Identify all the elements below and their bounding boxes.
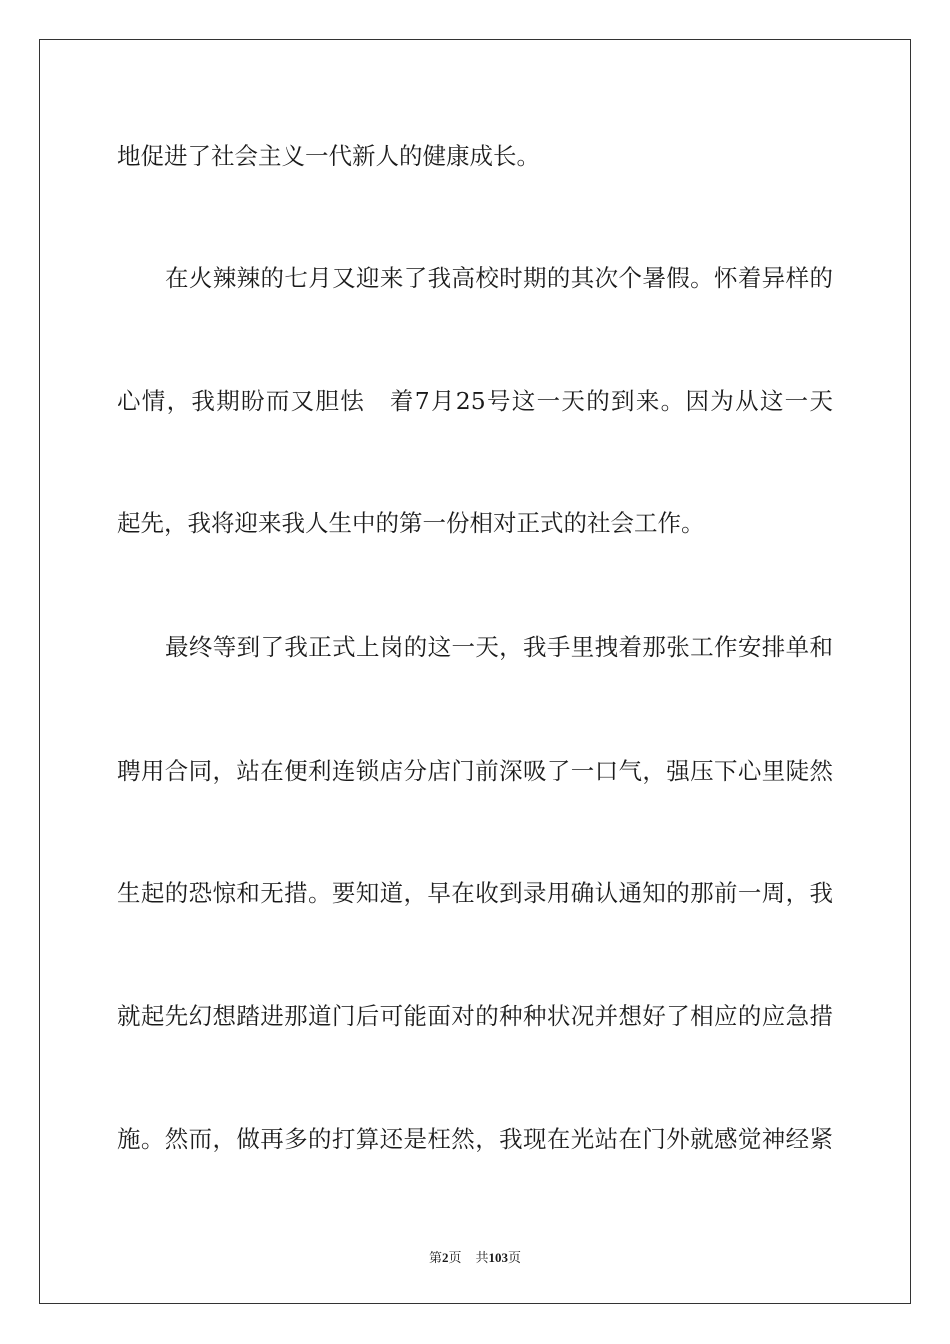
body-line-5: 最终等到了我正式上岗的这一天，我手里拽着那张工作安排单和	[165, 633, 833, 661]
page-footer	[0, 1249, 950, 1268]
total-prefix: 共	[475, 1251, 489, 1266]
body-line-8: 就起先幻想踏进那道门后可能面对的种种状况并想好了相应的应急措	[117, 1002, 833, 1030]
body-line-6: 聘用合同，站在便利连锁店分店门前深吸了一口气，强压下心里陡然	[117, 757, 833, 785]
total-pages: 103	[488, 1250, 509, 1265]
body-line-2: 在火辣辣的七月又迎来了我高校时期的其次个暑假。怀着异样的	[165, 264, 833, 292]
body-line-1: 地促进了社会主义一代新人的健康成长。	[117, 142, 540, 170]
body-line-4: 起先，我将迎来我人生中的第一份相对正式的社会工作。	[117, 509, 705, 537]
page-prefix: 第	[428, 1251, 442, 1266]
body-line-7: 生起的恐惊和无措。要知道，早在收到录用确认通知的那前一周，我	[117, 879, 833, 907]
page-number: 2	[441, 1250, 449, 1265]
page-border	[39, 39, 911, 1304]
page-suffix: 页	[448, 1251, 462, 1266]
body-line-3: 心情，我期盼而又胆怯 着7月25号这一天的到来。因为从这一天	[117, 387, 833, 415]
body-line-9: 施。然而，做再多的打算还是枉然，我现在光站在门外就感觉神经紧	[117, 1125, 833, 1153]
total-suffix: 页	[508, 1251, 522, 1266]
